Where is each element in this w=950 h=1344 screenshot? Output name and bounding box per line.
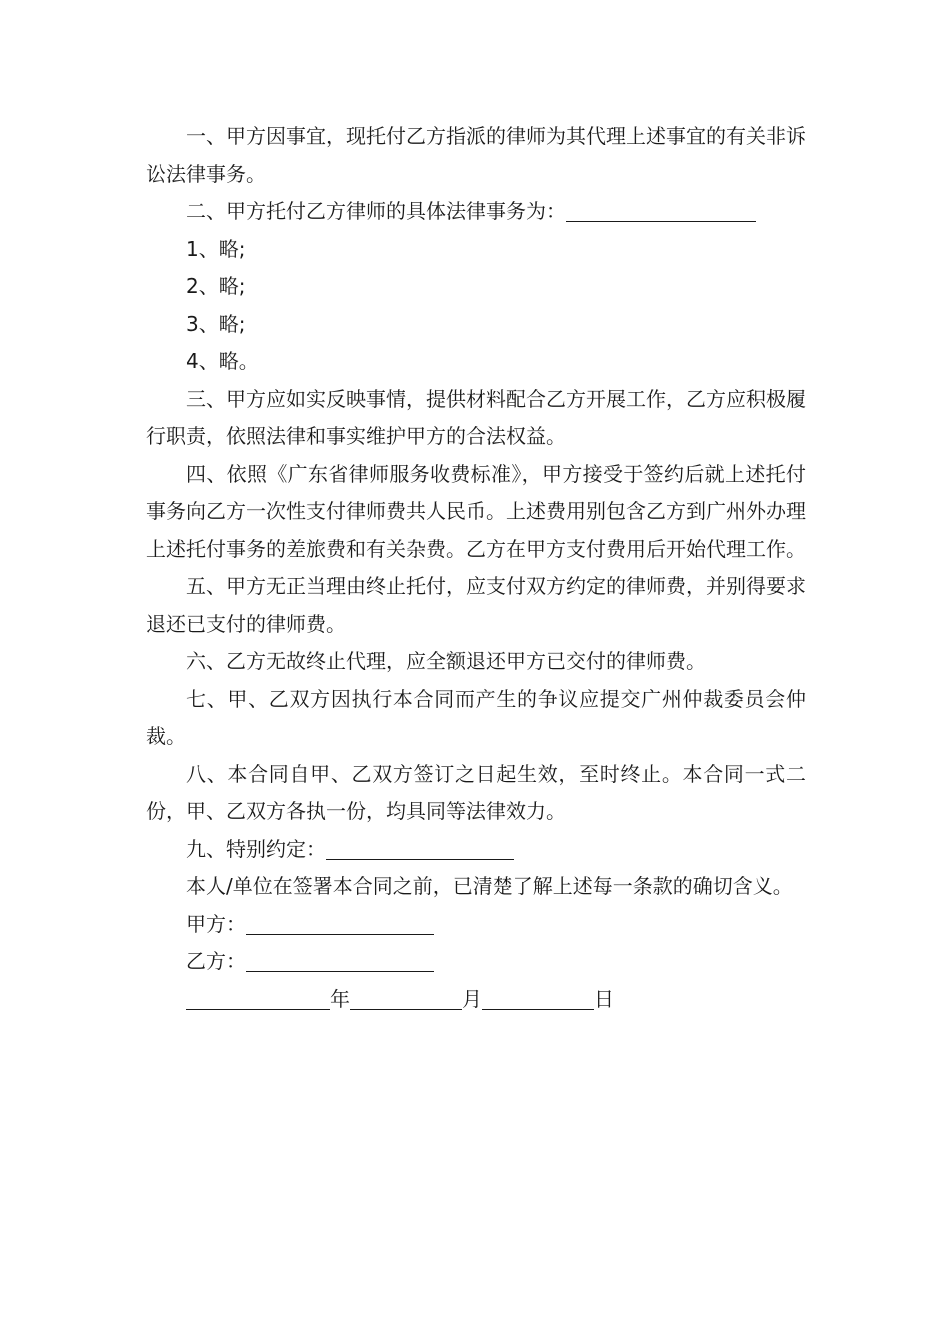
acknowledgement: 本人/单位在签署本合同之前，已清楚了解上述每一条款的确切含义。 <box>186 874 793 898</box>
year-label: 年 <box>330 986 350 1011</box>
month-label: 月 <box>462 986 482 1011</box>
clause-4: 四、依照《广东省律师服务收费标准》，甲方接受于签约后就上述托付事务向乙方一次性支付律师费共人民币。上述费用别包含乙方到广州外办理上述托付事务的差旅费和有关杂费。乙方在甲方支付费用后开始代理工作。 <box>146 461 806 561</box>
list-item: 3、略; <box>186 311 246 336</box>
clause-2 <box>146 193 806 231</box>
party-b-label: 乙方： <box>186 949 246 973</box>
party-b-signature <box>146 943 806 981</box>
list-item: 4、略。 <box>186 349 259 373</box>
month-blank <box>350 985 462 1010</box>
clause-6: 六、乙方无故终止代理，应全额退还甲方已交付的律师费。 <box>186 649 706 673</box>
clause-9-label: 九、特别约定： <box>186 836 326 861</box>
list-item: 2、略; <box>186 274 246 298</box>
clause-8: 八、本合同自甲、乙双方签订之日起生效，至时终止。本合同一式二份，甲、乙双方各执一份，均具同等法律效力。 <box>146 761 806 823</box>
day-label: 日 <box>594 986 614 1011</box>
day-blank <box>482 985 594 1010</box>
party-a-blank <box>246 910 434 935</box>
clause-7: 七、甲、乙双方因执行本合同而产生的争议应提交广州仲裁委员会仲裁。 <box>146 686 806 748</box>
clause-9 <box>146 831 806 869</box>
clause-5: 五、甲方无正当理由终止托付，应支付双方约定的律师费，并别得要求退还已支付的律师费。 <box>146 574 806 636</box>
date-line <box>146 981 806 1019</box>
clause-1: 一、甲方因事宜，现托付乙方指派的律师为其代理上述事宜的有关非诉讼法律事务。 <box>146 124 806 186</box>
clause-3: 三、甲方应如实反映事情，提供材料配合乙方开展工作，乙方应积极履行职责，依照法律和事实维护甲方的合法权益。 <box>146 386 806 448</box>
list-item: 1、略; <box>186 236 246 261</box>
party-a-signature <box>146 906 806 944</box>
year-blank <box>186 985 330 1010</box>
clause-2-blank <box>566 197 756 222</box>
party-b-blank <box>246 947 434 972</box>
clause-9-blank <box>326 835 514 860</box>
contract-page <box>146 118 806 1018</box>
clause-2-label: 二、甲方托付乙方律师的具体法律事务为： <box>186 199 566 223</box>
party-a-label: 甲方： <box>186 911 246 936</box>
